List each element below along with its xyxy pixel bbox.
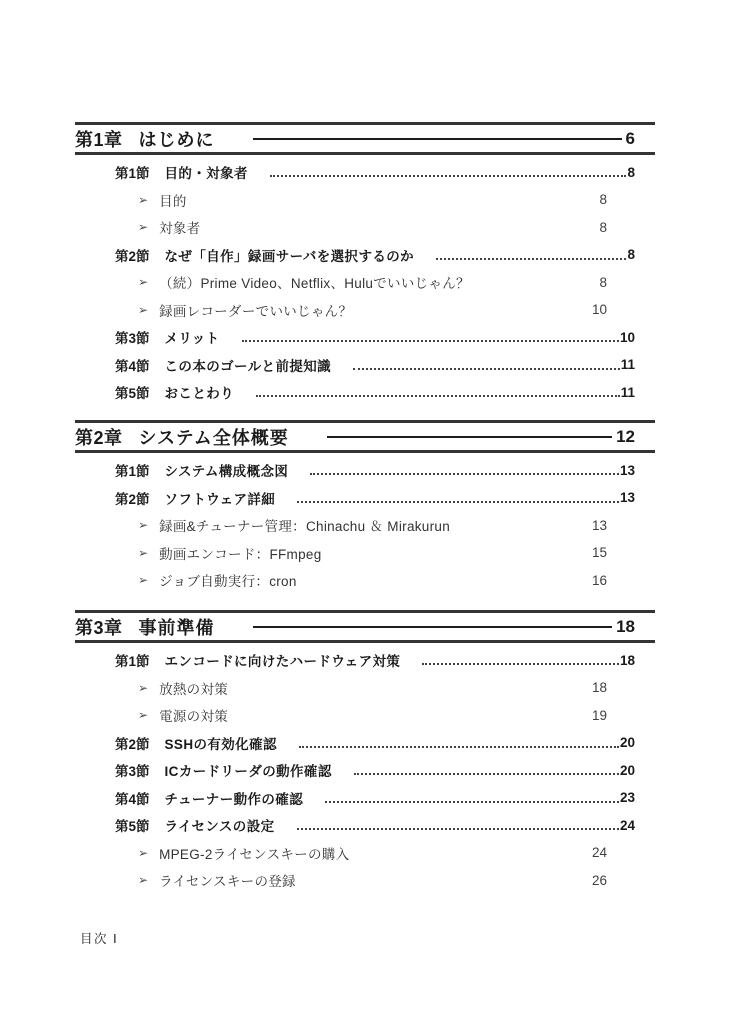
item-title: MPEG-2ライセンスキーの購入 — [159, 846, 350, 862]
toc-section-entry — [75, 324, 655, 352]
dotted-leader — [299, 746, 619, 748]
page-footer-label: 目次 Ⅰ — [80, 932, 119, 946]
toc-item-entry — [75, 269, 655, 297]
section-label: 第3節 — [115, 331, 150, 347]
toc-item-entry — [75, 539, 655, 567]
section-page-number: 24 — [619, 817, 635, 833]
chapter-label: 第2章 — [75, 427, 123, 448]
section-label: 第2節 — [115, 736, 150, 752]
toc-item-entry — [75, 512, 655, 540]
toc-section-entry — [75, 351, 655, 379]
item-title: （続）Prime Video、Netflix、Huluでいいじゃん？ — [159, 276, 470, 292]
toc-item-entry — [75, 839, 655, 867]
toc-section-entry — [75, 379, 655, 407]
chapter-label: 第1章 — [75, 129, 123, 150]
item-page-number: 10 — [591, 302, 607, 318]
arrow-bullet-icon: ➢ — [138, 573, 149, 588]
section-label: 第2節 — [115, 491, 150, 507]
item-page-number: 18 — [591, 680, 607, 696]
chapter-label: 第3章 — [75, 617, 123, 638]
item-title: 録画レコーダーでいいじゃん？ — [159, 303, 353, 319]
item-title: ジョブ自動実行：cron — [159, 574, 297, 590]
dotted-leader — [353, 368, 620, 370]
item-page-number: 8 — [599, 219, 607, 235]
chapter-rows — [75, 643, 655, 894]
item-page-number: 13 — [591, 517, 607, 533]
chapter-rows — [75, 453, 655, 594]
section-title: チューナー動作の確認 — [164, 791, 304, 807]
section-label: 第4節 — [115, 791, 150, 807]
chapter-title: 事前準備 — [138, 617, 215, 638]
dotted-leader — [436, 258, 626, 260]
toc-section-entry — [75, 159, 655, 187]
section-page-number: 11 — [620, 384, 635, 400]
section-page-number: 8 — [627, 247, 635, 263]
chapter-heading — [75, 610, 655, 643]
item-page-number: 26 — [591, 872, 607, 888]
item-title: 対象者 — [159, 221, 201, 237]
section-title: なぜ「自作」録画サーバを選択するのか — [164, 248, 415, 264]
arrow-bullet-icon: ➢ — [138, 845, 149, 860]
section-page-number: 20 — [619, 762, 635, 778]
toc-content — [75, 0, 655, 894]
section-title: SSHの有効化確認 — [164, 736, 277, 752]
section-page-number: 11 — [620, 357, 635, 373]
toc-section-entry — [75, 784, 655, 812]
item-page-number: 24 — [591, 845, 607, 861]
section-label: 第4節 — [115, 358, 150, 374]
section-label: 第1節 — [115, 464, 150, 480]
item-title: 動画エンコード：FFmpeg — [159, 546, 322, 562]
section-label: 第1節 — [115, 166, 150, 182]
chapter-leader-line — [253, 138, 622, 140]
section-title: ソフトウェア詳細 — [164, 491, 276, 507]
section-title: メリット — [164, 331, 220, 347]
item-title: 録画&チューナー管理：Chinachu ＆ Mirakurun — [159, 519, 451, 535]
toc-section-entry — [75, 729, 655, 757]
toc-section-entry — [75, 484, 655, 512]
section-label: 第1節 — [115, 654, 150, 670]
toc-section-entry — [75, 812, 655, 840]
arrow-bullet-icon: ➢ — [138, 680, 149, 695]
chapter-title: はじめに — [138, 129, 215, 150]
toc-item-entry — [75, 296, 655, 324]
chapter-leader-line — [327, 436, 612, 438]
toc-section-entry — [75, 457, 655, 485]
arrow-bullet-icon: ➢ — [138, 873, 149, 888]
item-title: 放熱の対策 — [159, 681, 229, 697]
section-title: エンコードに向けたハードウェア対策 — [164, 654, 401, 670]
chapter-block-1 — [75, 122, 655, 406]
toc-section-entry — [75, 647, 655, 675]
arrow-bullet-icon: ➢ — [138, 518, 149, 533]
chapter-heading — [75, 420, 655, 453]
toc-item-entry — [75, 567, 655, 595]
dotted-leader — [256, 395, 620, 397]
section-title: この本のゴールと前提知識 — [164, 358, 332, 374]
section-page-number: 8 — [627, 164, 635, 180]
chapter-rows — [75, 155, 655, 406]
chapter-page-number: 18 — [616, 616, 635, 636]
arrow-bullet-icon: ➢ — [138, 545, 149, 560]
dotted-leader — [297, 501, 619, 503]
section-label: 第2節 — [115, 248, 150, 264]
arrow-bullet-icon: ➢ — [138, 220, 149, 235]
chapter-block-3 — [75, 610, 655, 894]
dotted-leader — [297, 828, 619, 830]
toc-item-entry — [75, 867, 655, 895]
section-page-number: 10 — [619, 329, 635, 345]
section-title: ICカードリーダの動作確認 — [164, 764, 332, 780]
arrow-bullet-icon: ➢ — [138, 708, 149, 723]
item-title: ライセンスキーの登録 — [159, 874, 296, 890]
dotted-leader — [422, 663, 619, 665]
section-title: 目的・対象者 — [164, 166, 248, 182]
section-title: おことわり — [164, 386, 235, 402]
toc-section-entry — [75, 241, 655, 269]
section-page-number: 13 — [619, 462, 635, 478]
section-title: ライセンスの設定 — [164, 819, 275, 835]
section-label: 第3節 — [115, 764, 150, 780]
section-page-number: 23 — [619, 790, 635, 806]
chapter-leader-line — [253, 626, 613, 628]
chapter-title: システム全体概要 — [138, 427, 289, 448]
toc-item-entry — [75, 186, 655, 214]
dotted-leader — [310, 473, 619, 475]
dotted-leader — [270, 175, 627, 177]
arrow-bullet-icon: ➢ — [138, 302, 149, 317]
toc-item-entry — [75, 702, 655, 730]
item-title: 目的 — [159, 193, 187, 209]
dotted-leader — [354, 773, 619, 775]
item-title: 電源の対策 — [159, 709, 229, 725]
arrow-bullet-icon: ➢ — [138, 275, 149, 290]
toc-item-entry — [75, 674, 655, 702]
section-page-number: 13 — [619, 490, 635, 506]
section-page-number: 18 — [619, 652, 635, 668]
section-label: 第5節 — [115, 386, 150, 402]
arrow-bullet-icon: ➢ — [138, 192, 149, 207]
chapter-page-number: 6 — [625, 128, 635, 148]
item-page-number: 15 — [591, 545, 607, 561]
chapter-page-number: 12 — [616, 426, 635, 446]
chapter-heading — [75, 122, 655, 155]
item-page-number: 8 — [599, 274, 607, 290]
chapter-block-2 — [75, 420, 655, 594]
item-page-number: 19 — [591, 707, 607, 723]
section-page-number: 20 — [619, 735, 635, 751]
toc-item-entry — [75, 214, 655, 242]
section-title: システム構成概念図 — [164, 464, 289, 480]
item-page-number: 16 — [591, 572, 607, 588]
item-page-number: 8 — [599, 192, 607, 208]
toc-section-entry — [75, 757, 655, 785]
section-label: 第5節 — [115, 819, 150, 835]
dotted-leader — [242, 340, 619, 342]
dotted-leader — [325, 801, 619, 803]
